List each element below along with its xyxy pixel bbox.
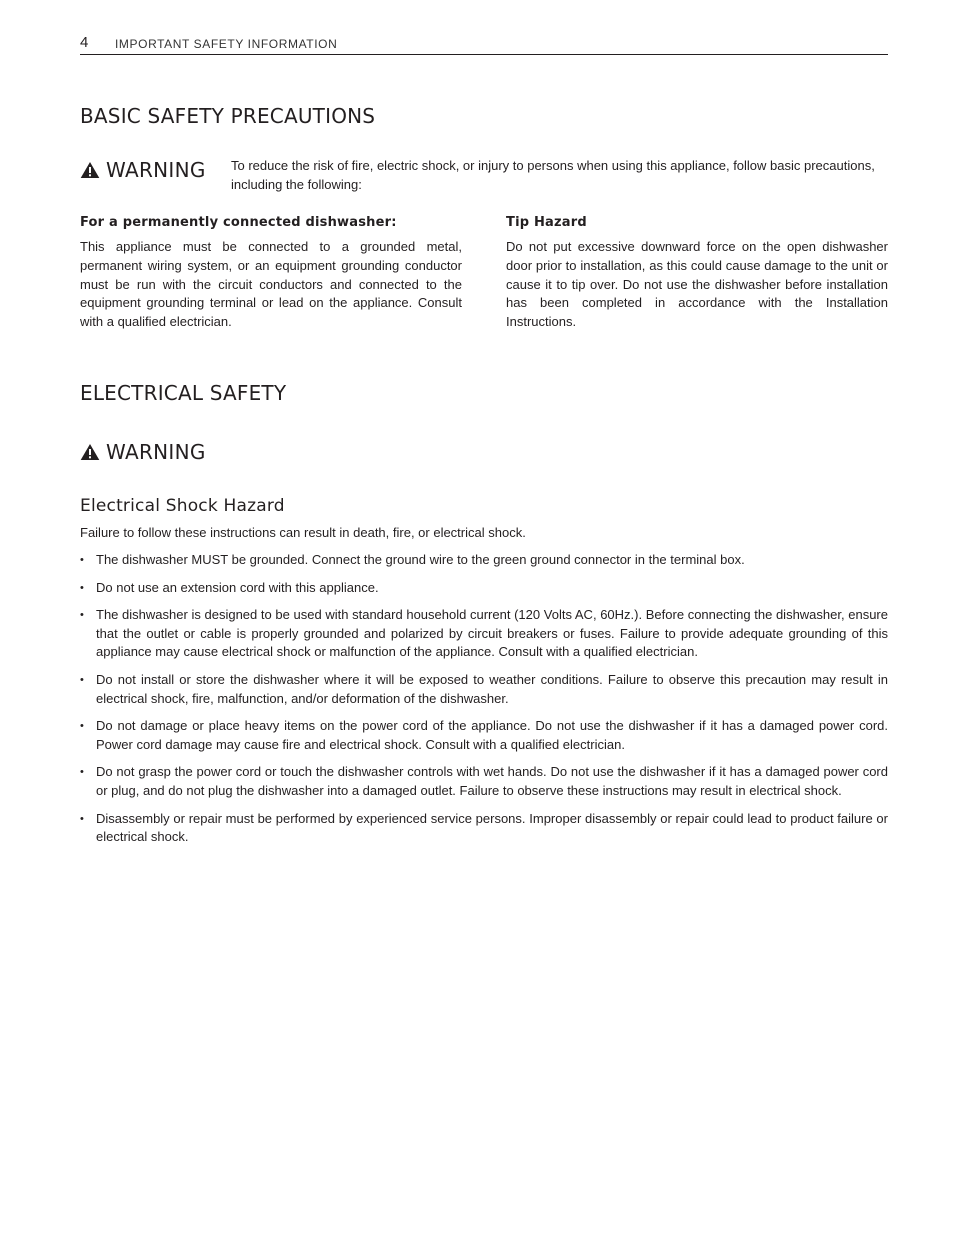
basic-warning-label <box>80 158 206 182</box>
basic-intro-text: To reduce the risk of fire, electric shock, or injury to persons when using this appliance, follow basic precautions, including the following: <box>231 158 875 192</box>
electrical-safety-heading: ELECTRICAL SAFETY <box>80 381 287 405</box>
list-item: • Do not damage or place heavy items on the power cord of the appliance. Do not use the dishwasher if it has a damaged power cord. Power cord damage may cause fire and electrical shock. Consult with a qualified electrician. <box>80 717 888 754</box>
running-title: IMPORTANT SAFETY INFORMATION <box>115 37 338 51</box>
warning-triangle-icon <box>80 161 100 179</box>
tip-hazard-body: Do not put excessive downward force on the open dishwasher door prior to installation, as this could cause damage to the unit or cause it to tip over. Do not use the dishwasher before installation has been completed in accordance with the Installation Instructions. <box>506 239 888 330</box>
basic-safety-heading: BASIC SAFETY PRECAUTIONS <box>80 104 376 128</box>
list-item: • Do not use an extension cord with this appliance. <box>80 579 888 598</box>
electrical-shock-hazard-heading: Electrical Shock Hazard <box>80 496 285 516</box>
tip-hazard-title: Tip Hazard <box>506 215 587 230</box>
tip-hazard-column <box>506 213 888 332</box>
list-item: • The dishwasher MUST be grounded. Connect the ground wire to the green ground connector in the terminal box. <box>80 551 888 570</box>
page-number: 4 <box>80 34 89 51</box>
list-item: • Disassembly or repair must be performed by experienced service persons. Improper disassembly or repair could lead to product failure or electrical shock. <box>80 810 888 847</box>
permanent-connection-title: For a permanently connected dishwasher: <box>80 215 397 230</box>
electrical-lead-text: Failure to follow these instructions can result in death, fire, or electrical shock. <box>80 525 526 540</box>
electrical-bullet-list <box>80 551 888 856</box>
warning-text: WARNING <box>106 440 206 464</box>
permanent-connection-column <box>80 213 462 332</box>
warning-text: WARNING <box>106 158 206 182</box>
warning-triangle-icon <box>80 443 100 461</box>
electrical-warning-label <box>80 440 206 464</box>
permanent-connection-body: This appliance must be connected to a grounded metal, permanent wiring system, or an equipment grounding conductor must be run with the circuit conductors and connected to the equipment grounding terminal or lead on the appliance. Consult with a qualified electrician. <box>80 239 462 330</box>
list-item: • Do not install or store the dishwasher where it will be exposed to weather conditions. Failure to observe this precaution may result in electrical shock, fire, malfunction, and/or deformation of the dishwasher. <box>80 671 888 708</box>
list-item: • The dishwasher is designed to be used with standard household current (120 Volts AC, 60Hz.). Before connecting the dishwasher, ensure that the outlet or cable is properly grounded and polarized by circuit breakers or fuses. Failure to provide adequate grounding of this appliance may cause electrical shock or malfunction of the appliance. Consult with a qualified electrician. <box>80 606 888 662</box>
running-header <box>80 31 888 55</box>
list-item: • Do not grasp the power cord or touch the dishwasher controls with wet hands. Do not use the dishwasher if it has a damaged power cord or plug, and do not plug the dishwasher into a damaged outlet. Failure to observe these instructions may result in electrical shock. <box>80 763 888 800</box>
